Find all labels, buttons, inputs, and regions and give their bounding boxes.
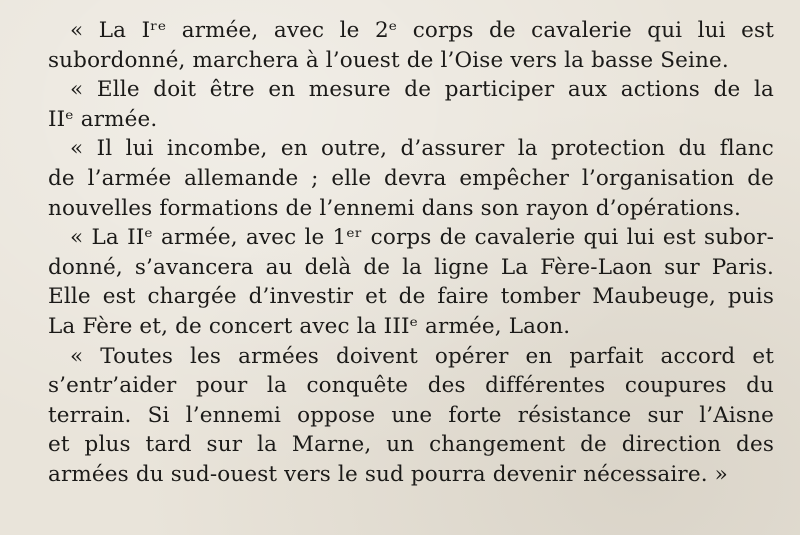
text-line: donné, s’avancera au delà de la ligne La Fère-Laon sur Paris. <box>48 254 774 280</box>
text-line: et plus tard sur la Marne, un changement de direction des <box>48 432 774 458</box>
paragraph-2 <box>48 75 774 134</box>
text-line: La Fère et, de concert avec la IIIᵉ armée, Laon. <box>48 313 571 339</box>
text-line: Elle est chargée d’investir et de faire tomber Maubeuge, puis <box>48 284 774 310</box>
text-line: « Il lui incombe, en outre, d’assurer la protection du flanc <box>70 136 774 162</box>
paragraph-5 <box>48 342 774 490</box>
text-line: s’entr’aider pour la conquête des différentes coupures du <box>48 373 774 399</box>
text-line: IIᵉ armée. <box>48 106 158 132</box>
text-line: nouvelles formations de l’ennemi dans son rayon d’opérations. <box>48 195 741 221</box>
text-line: armées du sud-ouest vers le sud pourra devenir nécessaire. » <box>48 461 728 487</box>
text-line: « Elle doit être en mesure de participer aux actions de la <box>70 77 774 103</box>
paragraph-4 <box>48 223 774 341</box>
text-line: terrain. Si l’ennemi oppose une forte résistance sur l’Aisne <box>48 402 774 428</box>
paragraph-1 <box>48 16 774 75</box>
paragraph-3 <box>48 134 774 223</box>
text-line: « La IIᵉ armée, avec le 1ᵉʳ corps de cavalerie qui lui est subor- <box>70 225 774 251</box>
text-block <box>48 16 774 490</box>
text-line: « La Iʳᵉ armée, avec le 2ᵉ corps de cavalerie qui lui est <box>70 18 774 43</box>
text-line: de l’armée allemande ; elle devra empêcher l’organisation de <box>48 165 774 191</box>
text-line: « Toutes les armées doivent opérer en parfait accord et <box>70 343 774 369</box>
text-line: subordonné, marchera à l’ouest de l’Oise vers la basse Seine. <box>48 47 729 73</box>
